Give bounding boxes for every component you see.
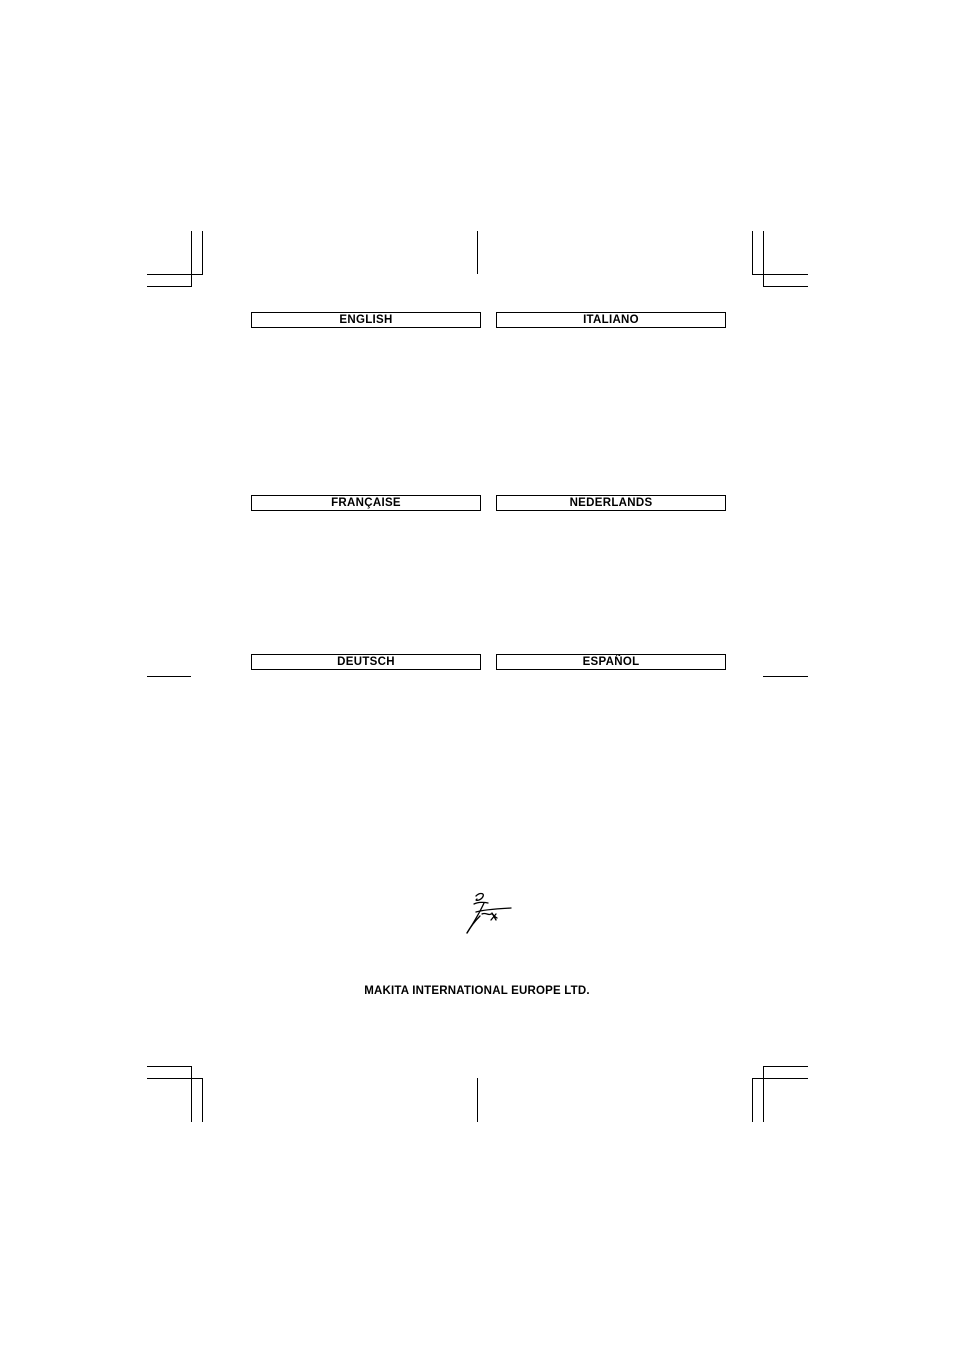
crop-mark [191,1066,192,1122]
crop-mark [147,1078,203,1079]
company-name: MAKITA INTERNATIONAL EUROPE LTD. [364,985,590,997]
language-header-francaise: FRANÇAISE [251,495,481,511]
language-header-espanol: ESPAÑOL [496,654,726,670]
crop-mark [147,676,191,677]
language-header-deutsch: DEUTSCH [251,654,481,670]
crop-mark [752,1078,808,1079]
crop-mark [191,231,192,286]
crop-mark [202,231,203,274]
crop-mark [763,676,808,677]
language-header-english: ENGLISH [251,312,481,328]
language-header-italiano: ITALIANO [496,312,726,328]
signature-icon [462,890,514,936]
crop-mark [202,1078,203,1122]
crop-mark [477,1078,478,1122]
crop-mark [147,1066,192,1067]
crop-mark [752,274,808,275]
crop-mark [763,231,764,286]
crop-mark [147,274,203,275]
crop-mark [763,1066,764,1122]
crop-mark [752,231,753,274]
crop-mark [752,1078,753,1122]
crop-mark [477,231,478,274]
crop-mark [763,1066,808,1067]
crop-mark [763,286,808,287]
crop-mark [147,286,192,287]
language-header-nederlands: NEDERLANDS [496,495,726,511]
